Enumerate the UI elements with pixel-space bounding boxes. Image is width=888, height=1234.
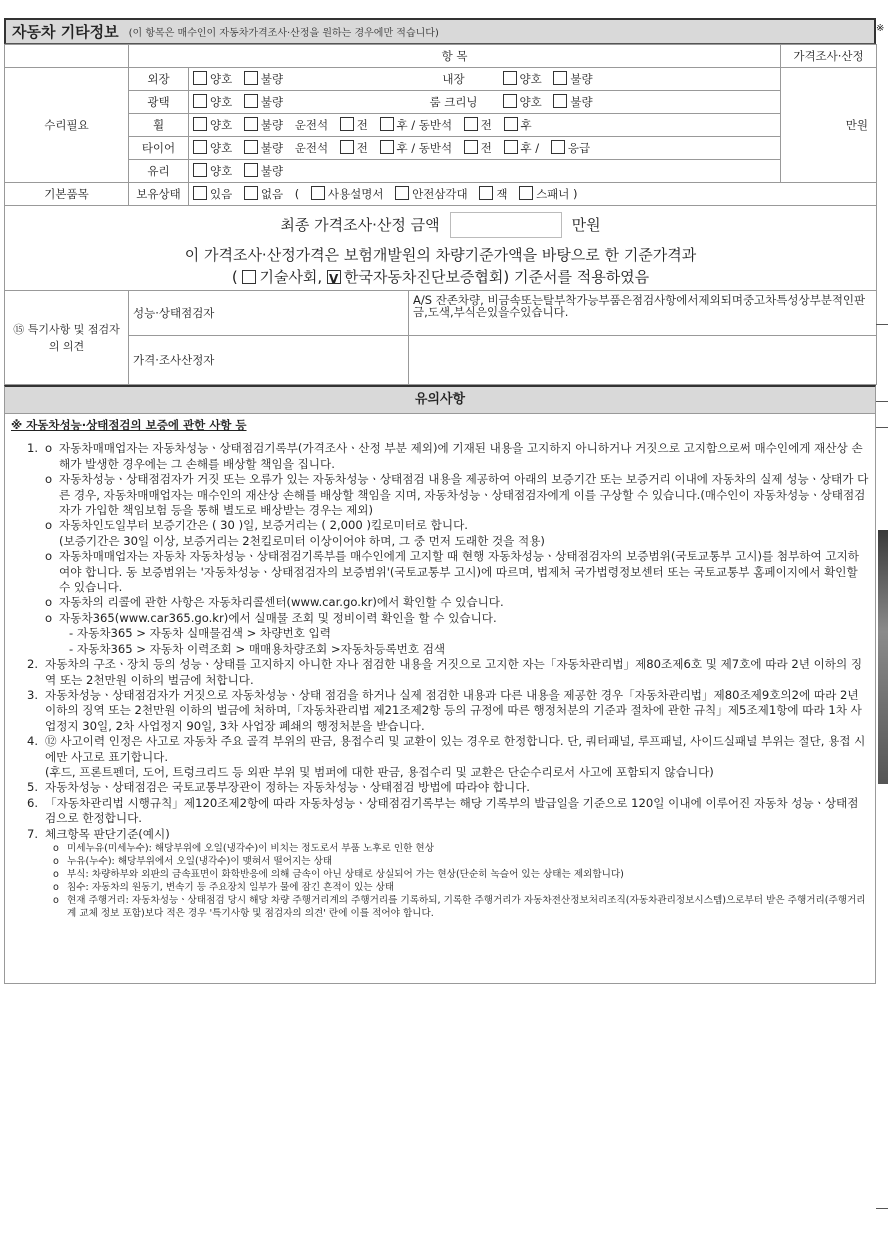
adjacent-photo	[878, 530, 888, 784]
row-exterior-label: 외장	[129, 68, 189, 91]
notice-body	[4, 414, 876, 984]
notice-3-text: 자동차성능ㆍ상태점검자가 거짓으로 자동차성능ㆍ상태 점검을 하거나 실제 점검한 내용과 다른 내용을 제공한 경우「자동차관리법」제80조제9호의2에 따라 2년 이하의 징역 또는 2천만원 이하의 벌금에 처하며,「자동차관리법 제21조제2항 등의 규정에 따른 행정처분의 기준과 절차에 관한 규칙」제5조제1항에 따라 1차 사업정지 30일, 2차 사업정지 90일, 3차 사업장 폐쇄의 행정처분을 받습니다.	[45, 687, 862, 733]
tire-options	[189, 137, 877, 160]
wheel-options	[189, 114, 781, 137]
notice-item-6: 6. 「자동차관리법 시행규칙」제120조제2항에 따라 자동차성능ㆍ상태점검기록부는 해당 기록부의 발급일을 기준으로 120일 이내에 이루어진 자동차 성능ㆍ상태점검으로 한정합니다.	[27, 796, 869, 827]
kaa-checkbox[interactable]	[327, 270, 341, 284]
notice-4-text: ⑫ 사고이력 인정은 사고로 자동차 주요 골격 부위의 판금, 용접수리 및 교환이 있는 경우로 한정합니다. 단, 쿼터패널, 루프패널, 사이드실패널 부위는 절단, 용접 시에만 사고로 표기합니다. (후드, 프론트펜더, 도어, 트렁크리드 등 외판 부위 및 범퍼에 대한 판금, 용접수리 및 교환은 단순수리로서 사고에 포함되지 않습니다)	[45, 734, 866, 779]
tire-passenger-front-checkbox[interactable]	[464, 140, 478, 154]
wheel-passenger-front-checkbox[interactable]	[464, 117, 478, 131]
notice-item-4: 4. ⑫ 사고이력 인정은 사고로 자동차 주요 골격 부위의 판금, 용접수리 및 교환이 있는 경우로 한정합니다. 단, 쿼터패널, 루프패널, 사이드실패널 부위는 절단, 용접 시에만 사고로 표기합니다. (후드, 프론트펜더, 도어, 트렁크리드 등 외판 부위 및 범퍼에 대한 판금, 용접수리 및 교환은 단순수리로서 사고에 포함되지 않습니다)	[27, 734, 869, 780]
jack-checkbox[interactable]	[479, 186, 493, 200]
good-label: 양호	[210, 95, 233, 109]
front-label: 전	[480, 141, 492, 155]
wheel-bad-checkbox[interactable]	[244, 117, 258, 131]
exterior-options	[189, 68, 409, 91]
notice-1-sub: - 자동차365 > 자동차 이력조회 > 매매용차량조회 >자동차등록번호 검색	[69, 641, 446, 656]
notice-5-text: 자동차성능ㆍ상태점검은 국토교통부장관이 정하는 자동차성능ㆍ상태점검 방법에 따라야 합니다.	[45, 780, 530, 795]
triangle-checkbox[interactable]	[395, 186, 409, 200]
wheel-front-checkbox[interactable]	[340, 117, 354, 131]
notice-item-2: 2. 자동차의 구조ㆍ장치 등의 성능ㆍ상태를 고지하지 아니한 자나 점검한 내용을 거짓으로 고지한 자는「자동차관리법」제80조제6호 및 제7호에 따라 2년 이하의 징역 또는 2천만원 이하의 벌금에 처합니다.	[27, 657, 869, 688]
basic-items-options	[189, 183, 877, 206]
notice-1-sub: - 자동차365 > 자동차 실매물검색 > 차량번호 입력	[69, 626, 331, 641]
notice-1-bullet: 자동차매매업자는 자동차 자동차성능ㆍ상태점검기록부를 매수인에게 고지할 때 현행 자동차성능ㆍ상태점검자의 보증범위(국토교통부 고시)를 첨부하여 고지하여야 합니다. 동 보증범위는 '자동차성능ㆍ상태점검자의 보증범위'(국토교통부 고시)에 따르며, 법제처 국가법령정보센터 또는 국토교통부 홈페이지에서 확인할 수 있습니다.	[59, 549, 859, 595]
triangle-label: 안전삼각대	[412, 187, 468, 201]
price-basis-line1: 이 가격조사·산정가격은 보험개발원의 차량기준가액을 바탕으로 한 기준가격과	[184, 246, 697, 265]
tire-spare-checkbox[interactable]	[551, 140, 565, 154]
vehicle-etc-table	[4, 44, 877, 385]
wheel-passenger-rear-checkbox[interactable]	[504, 117, 518, 131]
manual-label: 사용설명서	[327, 187, 384, 201]
section-title-bar	[4, 18, 876, 44]
good-label: 양호	[210, 118, 233, 132]
glass-bad-checkbox[interactable]	[244, 163, 258, 177]
final-price-cell	[5, 206, 877, 291]
inspector-note: A/S 잔존차량, 비금속또는탈부착가능부품은점검사항에서제외되며중고차특성상부분적인판금,도색,부식은있을수있습니다.	[409, 291, 877, 336]
interior-options	[499, 68, 781, 91]
tech-society-checkbox[interactable]	[242, 270, 256, 284]
none-checkbox[interactable]	[244, 186, 258, 200]
good-label: 양호	[210, 72, 233, 86]
notice-2-text: 자동차의 구조ㆍ장치 등의 성능ㆍ상태를 고지하지 아니한 자나 점검한 내용을 거짓으로 고지한 자는「자동차관리법」제80조제6호 및 제7호에 따라 2년 이하의 징역 또는 2천만원 이하의 벌금에 처합니다.	[45, 657, 863, 687]
basic-items-label: 기본품목	[5, 183, 129, 206]
rear-passenger-label: 후 / 동반석	[396, 118, 453, 132]
final-price-unit: 만원	[571, 215, 601, 234]
edge-line	[876, 427, 888, 428]
edge-line	[876, 401, 888, 402]
front-label: 전	[356, 118, 368, 132]
pricer-note[interactable]	[409, 336, 877, 385]
rear-slash-label: 후 /	[520, 141, 540, 155]
row-wheel-label: 휠	[129, 114, 189, 137]
edge-line	[876, 1208, 888, 1209]
good-label: 양호	[519, 95, 542, 109]
room-clean-options	[499, 91, 781, 114]
driver-label: 운전석	[294, 141, 329, 155]
hold-status-label: 보유상태	[129, 183, 189, 206]
good-label: 양호	[210, 141, 233, 155]
tech-society-label: 기술사회,	[259, 268, 323, 287]
criteria-item: 현재 주행거리: 자동차성능ㆍ상태점검 당시 해당 차량 주행거리계의 주행거리를 기록하되, 기록한 주행거리가 자동차전산정보처리조직(자동차관리정보시스템)으로부터 받은 주행거리(주행거리계 교체 정보 포함)보다 적은 경우 '특기사항 및 점검자의 의견' 란에 이를 적어야 합니다.	[67, 894, 866, 919]
notice-1-bullet: 자동차매매업자는 자동차성능ㆍ상태점검기록부(가격조사ㆍ산정 부분 제외)에 기재된 내용을 고지하지 아니하거나 거짓으로 고지함으로써 매수인에게 재산상 손해가 발생한 경우에는 그 손해를 배상할 책임을 집니다.	[59, 441, 863, 471]
wheel-good-checkbox[interactable]	[193, 117, 207, 131]
inspector-label-cell	[129, 291, 409, 336]
adjacent-page-mark: ※	[876, 23, 885, 34]
final-price-input[interactable]	[450, 212, 562, 238]
repair-price-unit: 만원	[781, 68, 877, 183]
good-label: 양호	[210, 164, 233, 178]
spanner-label: 스패너 )	[536, 187, 578, 201]
interior-good-checkbox[interactable]	[503, 71, 517, 85]
notice-1-bullet: 자동차365(www.car365.go.kr)에서 실매물 조회 및 정비이력 확인을 할 수 있습니다.	[59, 610, 497, 625]
notice-1-bullet: 자동차의 리콜에 관한 사항은 자동차리콜센터(www.car.go.kr)에서 확인할 수 있습니다.	[59, 595, 504, 610]
form-page	[4, 18, 876, 984]
bad-label: 불량	[260, 141, 284, 155]
notice-item-3: 3. 자동차성능ㆍ상태점검자가 거짓으로 자동차성능ㆍ상태 점검을 하거나 실제 점검한 내용과 다른 내용을 제공한 경우「자동차관리법」제80조제9호의2에 따라 2년 이하의 징역 또는 2천만원 이하의 벌금에 처하며,「자동차관리법 제21조제2항 등의 규정에 따른 행정처분의 기준과 절차에 관한 규칙」제5조제1항에 따라 1차 사업정지 30일, 2차 사업정지 90일, 3차 사업장 폐쇄의 행정처분을 받습니다.	[27, 688, 869, 734]
special-notes-label: ⑮ 특기사항 및 점검자의 의견	[5, 291, 129, 385]
glass-options	[189, 160, 877, 183]
row-room-clean-label: 룸 크리닝	[409, 91, 499, 114]
section-title: 자동차 기타정보	[12, 23, 119, 41]
blank-cell	[5, 45, 129, 68]
notice-item-5: 5. 자동차성능ㆍ상태점검은 국토교통부장관이 정하는 자동차성능ㆍ상태점검 방법에 따라야 합니다.	[27, 780, 869, 795]
notice-7-text: 체크항목 판단기준(예시)	[45, 826, 170, 841]
front-label: 전	[356, 141, 368, 155]
adjacent-page-edge	[876, 18, 888, 1234]
gloss-good-checkbox[interactable]	[193, 94, 207, 108]
notice-1-bullet: 자동차성능ㆍ상태점검자가 거짓 또는 오류가 있는 자동차성능ㆍ상태점검 내용을 제공하여 아래의 보증기간 또는 보증거리 이내에 자동차의 실제 성능ㆍ상태가 다른 경우, 자동차매매업자는 매수인의 재산상 손해를 배상할 책임을 지며, 자동차성능ㆍ상태점검자에게 이를 구상할 수 있습니다.(매수인이 자동차성능ㆍ상태점검자가 가입한 책임보험 등을 통해 별도로 배상받는 경우는 제외)	[59, 472, 869, 518]
notice-section-title: 유의사항	[4, 385, 876, 414]
tire-rear-passenger-checkbox[interactable]	[380, 140, 394, 154]
tire-good-checkbox[interactable]	[193, 140, 207, 154]
kaa-label: 한국자동차진단보증협회) 기준서를 적용하였음	[343, 268, 650, 287]
gloss-options	[189, 91, 409, 114]
tire-bad-checkbox[interactable]	[244, 140, 258, 154]
wheel-rear-passenger-checkbox[interactable]	[380, 117, 394, 131]
notice-1-bullet: 자동차인도일부터 보증기간은 ( 30 )일, 보증거리는 ( 2,000 )킬로미터로 합니다. (보증기간은 30일 이상, 보증거리는 2천킬로미터 이상이어야 하며, 그 중 먼저 도래한 것을 적용)	[59, 518, 545, 548]
exterior-bad-checkbox[interactable]	[244, 71, 258, 85]
bad-label: 불량	[260, 164, 284, 178]
jack-label: 잭	[496, 187, 508, 201]
paren-open: (	[294, 187, 300, 201]
criteria-item: 침수: 자동차의 원동기, 변속기 등 주요장치 일부가 물에 잠긴 흔적이 있는 상태	[67, 881, 395, 893]
criteria-item: 누유(누수): 해당부위에서 오일(냉각수)이 맺혀서 떨어지는 상태	[67, 855, 333, 867]
front-label: 전	[480, 118, 492, 132]
col-item-header: 항 목	[129, 45, 781, 68]
repair-label: 수리필요	[5, 68, 129, 183]
notice-item-7: 7. 체크항목 판단기준(예시) o 미세누유(미세누수): 해당부위에 오일(냉각수)이 비치는 정도로서 부품 노후로 인한 현상 o 누유(누수): 해당부위에서 오일(냉각수)이 맺혀서 떨어지는 상태 o 부식: 차량하부와 외판의 금속표면이 화학반응에 의해 금속이 아닌 상태로 상실되어 가는 현상(단순히 녹슬어 있는 상태는 제외합니다) o 침수: 자동차의 원동기, 변속기 등 주요장치 일부가 물에 잠긴 흔적이 있는 상태 o 현재 주행거리: 자동차성능ㆍ상태점검 당시 해당 차량 주행거리계의 주행거리를 기록하되, 기록한 주행거리가 자동차전산정보처리조직(자동차관리정보시스템)으로부터 받은 주행거리(주행거리계 교체 정보 포함)보다 적은 경우 '특기사항 및 점검자의 의견' 란에 이를 적어야 합니다.	[27, 827, 869, 920]
section-note: (이 항목은 매수인이 자동차가격조사·산정을 원하는 경우에만 적습니다)	[128, 28, 439, 39]
pricer-label: 가격·조사산정자	[129, 336, 409, 385]
bad-label: 불량	[260, 118, 284, 132]
row-gloss-label: 광택	[129, 91, 189, 114]
glass-good-checkbox[interactable]	[193, 163, 207, 177]
price-basis-line2: ( 기술사회, V 한국자동차진단보증협회) 기준서를 적용하였음	[5, 266, 876, 288]
rear-passenger-label: 후 / 동반석	[396, 141, 453, 155]
bad-label: 불량	[260, 95, 284, 109]
bad-label: 불량	[570, 72, 593, 86]
driver-label: 운전석	[294, 118, 329, 132]
good-label: 양호	[519, 72, 542, 86]
bad-label: 불량	[260, 72, 284, 86]
criteria-item: 미세누유(미세누수): 해당부위에 오일(냉각수)이 비치는 정도로서 부품 노후로 인한 현상	[67, 842, 434, 854]
has-checkbox[interactable]	[193, 186, 207, 200]
edge-line	[876, 324, 888, 325]
gloss-bad-checkbox[interactable]	[244, 94, 258, 108]
room-clean-bad-checkbox[interactable]	[553, 94, 567, 108]
tire-passenger-rear-checkbox[interactable]	[504, 140, 518, 154]
exterior-good-checkbox[interactable]	[193, 71, 207, 85]
spare-label: 응급	[567, 141, 591, 155]
tire-front-checkbox[interactable]	[340, 140, 354, 154]
room-clean-good-checkbox[interactable]	[503, 94, 517, 108]
final-price-label: 최종 가격조사·산정 금액	[280, 215, 440, 234]
inspector-label: 성능·상태점검자	[133, 306, 215, 320]
row-interior-label: 내장	[409, 68, 499, 91]
notice-item-1: 1. o 자동차매매업자는 자동차성능ㆍ상태점검기록부(가격조사ㆍ산정 부분 제외)에 기재된 내용을 고지하지 아니하거나 거짓으로 고지함으로써 매수인에게 재산상 손해가 발생한 경우에는 그 손해를 배상할 책임을 집니다. o 자동차성능ㆍ상태점검자가 거짓 또는 오류가 있는 자동차성능ㆍ상태점검 내용을 제공하여 아래의 보증기간 또는 보증거리 이내에 자동차의 실제 성능ㆍ상태가 다른 경우, 자동차매매업자는 매수인의 재산상 손해를 배상할 책임을 지며, 자동차성능ㆍ상태점검자에게 이를 구상할 수 있습니다.(매수인이 자동차성능ㆍ상태점검자가 가입한 책임보험 등을 통해 별도로 배상받는 경우는 제외) o 자동차인도일부터 보증기간은 ( 30 )일, 보증거리는 ( 2,000 )킬로미터로 합니다. (보증기간은 30일 이상, 보증거리는 2천킬로미터 이상이어야 하며, 그 중 먼저 도래한 것을 적용) o 자동차매매업자는 자동차 자동차성능ㆍ상태점검기록부를 매수인에게 고지할 때 현행 자동차성능ㆍ상태점검자의 보증범위(국토교통부 고시)를 첨부하여 고지하여야 합니다. 동 보증범위는 '자동차성능ㆍ상태점검자의 보증범위'(국토교통부 고시)에 따르며, 법제처 국가법령정보센터 또는 국토교통부 홈페이지에서 확인할 수 있습니다. o 자동차의 리콜에 관한 사항은 자동차리콜센터(www.car.go.kr)에서 확인할 수 있습니다. o 자동차365(www.car365.go.kr)에서 실매물 조회 및 정비이력 확인을 할 수 있습니다. - 자동차365 > 자동차 실매물검색 > 차량번호 입력 - 자동차365 > 자동차 이력조회 > 매매용차량조회 >자동차등록번호 검색	[27, 441, 869, 656]
rear-label: 후	[520, 118, 532, 132]
notice-heading: ※ 자동차성능·상태점검의 보증에 관한 사항 등	[11, 418, 247, 432]
manual-checkbox[interactable]	[311, 186, 325, 200]
row-tire-label: 타이어	[129, 137, 189, 160]
spanner-checkbox[interactable]	[519, 186, 533, 200]
none-label: 없음	[260, 187, 284, 201]
bad-label: 불량	[570, 95, 593, 109]
interior-bad-checkbox[interactable]	[553, 71, 567, 85]
notice-6-text: 「자동차관리법 시행규칙」제120조제2항에 따라 자동차성능ㆍ상태점검기록부는 해당 기록부의 발급일을 기준으로 120일 이내에 이루어진 자동차 성능ㆍ상태점검으로 한정합니다.	[45, 795, 859, 826]
row-glass-label: 유리	[129, 160, 189, 183]
col-price-header: 가격조사·산정	[781, 45, 877, 68]
has-label: 있음	[210, 187, 233, 201]
criteria-item: 부식: 차량하부와 외판의 금속표면이 화학반응에 의해 금속이 아닌 상태로 상실되어 가는 현상(단순히 녹슬어 있는 상태는 제외합니다)	[67, 868, 624, 880]
